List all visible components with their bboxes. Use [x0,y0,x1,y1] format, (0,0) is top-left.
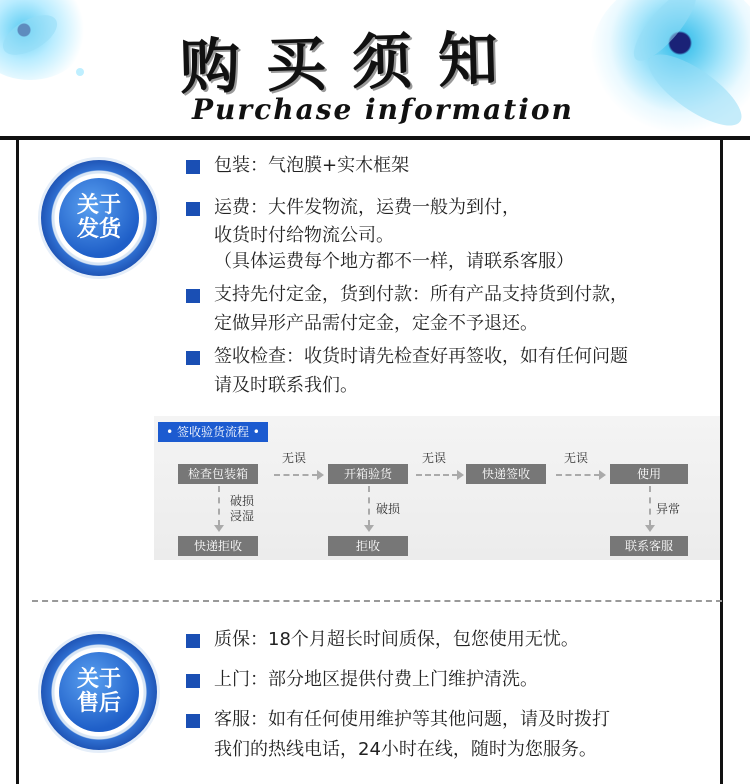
flow-step-use: 使用 [610,464,688,484]
shipping-fee: 运费：大件发物流，运费一般为到付， [214,197,520,218]
page-subtitle: Purchase information [192,93,574,126]
flow-reject: 拒收 [328,536,408,556]
flow-arrow-down-icon [218,486,220,526]
badge-text-line: 售后 [76,691,121,716]
aftersale-service-cont: 我们的热线电话，24小时在线，随时为您服务。 [214,739,597,760]
frame-right-border [720,140,723,784]
flow-step-open-box: 开箱验货 [328,464,408,484]
flow-reject-label: 破损 浸湿 [230,494,255,523]
aftersale-warranty: 质保：18个月超长时间质保，包您使用无忧。 [214,629,579,650]
sparkle-decoration [76,68,84,76]
bullet-square-icon [186,714,200,728]
flow-ok-label: 无误 [422,451,447,465]
bullet-square-icon [186,289,200,303]
badge-text-line: 关于 [76,193,121,218]
shipping-badge [41,160,157,276]
bullet-square-icon [186,634,200,648]
section-divider [32,600,722,602]
flow-step-sign: 快递签收 [466,464,546,484]
bullet-square-icon [186,674,200,688]
flow-reject-courier: 快递拒收 [178,536,258,556]
shipping-fee-note: （具体运费每个地方都不一样，请联系客服） [214,251,574,272]
frame-left-border [16,140,19,784]
flow-reject-label: 破损 [376,502,401,516]
aftersale-badge [41,634,157,750]
aftersale-onsite: 上门：部分地区提供付费上门维护清洗。 [214,669,538,690]
shipping-inspection: 签收检查：收货时请先检查好再签收，如有任何问题 [214,346,628,367]
flow-contact-service: 联系客服 [610,536,688,556]
header-divider [0,136,750,140]
flow-arrow-down-icon [649,486,651,526]
header-banner [0,0,750,136]
flow-ok-label: 无误 [282,451,307,465]
flow-arrow-right-icon [416,474,458,476]
bullet-square-icon [186,202,200,216]
shipping-packaging: 包装：气泡膜+实木框架 [214,155,410,176]
aftersale-service: 客服：如有任何使用维护等其他问题，请及时拨打 [214,709,610,730]
flow-arrow-down-icon [368,486,370,526]
flow-ok-label: 无误 [564,451,589,465]
bullet-square-icon [186,351,200,365]
flow-arrow-right-icon [556,474,600,476]
page-title: 购买须知 [179,24,525,104]
flow-arrow-right-icon [274,474,318,476]
flow-step-check-box: 检查包装箱 [178,464,258,484]
flow-reject-label: 异常 [656,502,681,516]
bullet-square-icon [186,160,200,174]
badge-text-line: 关于 [76,667,121,692]
shipping-payment: 支持先付定金，货到付款：所有产品支持货到付款， [214,284,628,305]
shipping-payment-cont: 定做异形产品需付定金，定金不予退还。 [214,313,538,334]
flowchart-tag: • 签收验货流程 • [158,422,268,442]
shipping-fee-cont: 收货时付给物流公司。 [214,225,394,246]
shipping-inspection-cont: 请及时联系我们。 [214,375,358,396]
badge-text-line: 发货 [76,217,121,242]
